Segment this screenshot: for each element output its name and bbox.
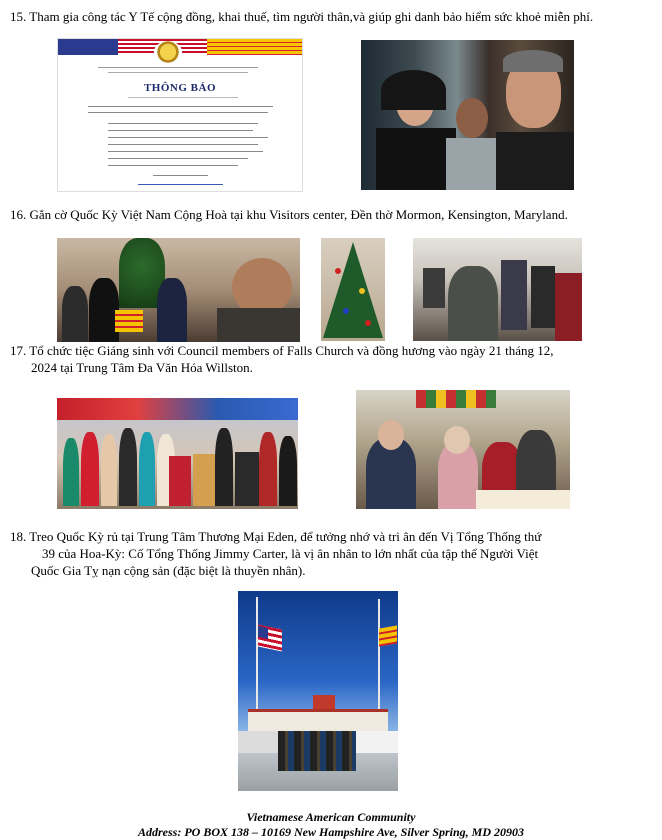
item-17-line-2: 2024 tại Trung Tâm Đa Văn Hóa Willston.: [31, 360, 253, 375]
notice-flyer: [57, 38, 303, 192]
item-number: 15.: [10, 9, 27, 24]
item-18-line-3: Quốc Gia Tỵ nạn cộng sản (đặc biệt là thuyền nhân).: [31, 563, 306, 578]
photo-flags-half-mast: [238, 591, 398, 791]
photo-visitors-center: [413, 238, 582, 341]
item-text: Tổ chức tiệc Giáng sinh với Council members of Falls Church và đồng hương vào ngày 21 tháng 12,: [29, 343, 554, 358]
photo-christmas-party-table: [356, 390, 570, 509]
item-17: [10, 342, 554, 359]
photo-selfie-three: [361, 40, 574, 190]
item-16: [10, 206, 568, 223]
item-text: Tham gia công tác Y Tế cộng đồng, khai thuế, tìm người thân,và giúp ghi danh bảo hiểm sức khoẻ miễn phí.: [29, 9, 594, 24]
vn-flag: [207, 39, 302, 55]
item-text: Gắn cờ Quốc Kỳ Việt Nam Cộng Hoà tại khu Visitors center, Đền thờ Mormon, Kensington, Maryland.: [29, 207, 568, 222]
item-number: 17.: [10, 343, 27, 358]
community-seal-icon: [154, 41, 182, 63]
item-18: [10, 528, 541, 545]
item-18-line-2: 39 của Hoa-Kỳ: Cố Tổng Thống Jimmy Carter, là vị ân nhân to lớn nhất của tập thể Người Việt: [42, 546, 539, 561]
item-15: [10, 8, 593, 25]
item-number: 18.: [10, 529, 27, 544]
photo-christmas-tree: [321, 238, 385, 341]
photo-christmas-party-group: [57, 398, 298, 509]
footer-address: Address: PO BOX 138 – 10169 New Hampshire Ave, Silver Spring, MD 20903: [137, 825, 524, 839]
flyer-title: THÔNG BÁO: [143, 82, 217, 94]
photo-group-flags: [57, 238, 300, 342]
footer-org-name: Vietnamese American Community: [246, 810, 416, 824]
item-text: Treo Quốc Kỳ rủ tại Trung Tâm Thương Mại Eden, để tưởng nhớ và tri ân đến Vị Tổng Thống thứ: [29, 529, 542, 544]
item-number: 16.: [10, 207, 27, 222]
